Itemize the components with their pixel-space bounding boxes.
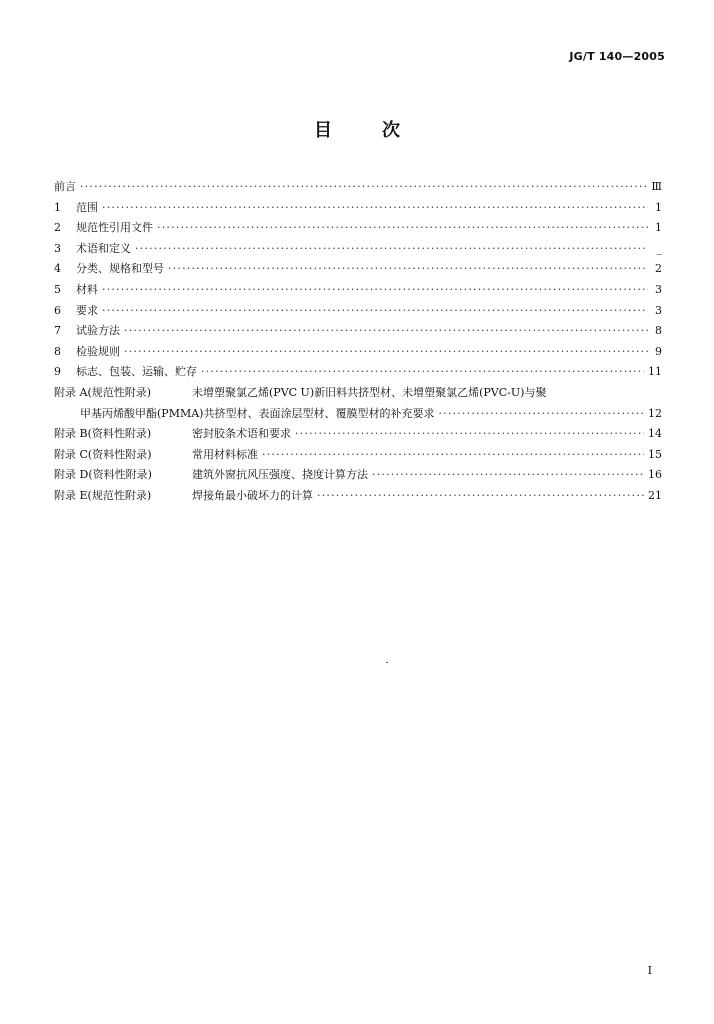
toc-appendix-entry[interactable] [54,487,662,508]
appendix-label: 附录 D(资料性附录) [54,468,152,482]
toc-entry-number: 8 [54,344,61,358]
toc-page-number: 1 [655,200,662,214]
toc-entry-label: 前言 [54,180,76,193]
toc-entry[interactable] [54,240,662,261]
dot-leader [157,221,648,234]
toc-entry[interactable] [54,178,662,199]
toc-entry-label: 材料 [76,282,98,296]
title-char-2: 次 [382,120,400,141]
toc-entry[interactable] [54,343,662,364]
appendix-title: 焊接角最小破坏力的计算 [192,488,313,502]
toc-entry-number: 5 [54,282,61,296]
toc-entry[interactable] [54,219,662,240]
toc-entry[interactable] [54,260,662,281]
dot-leader [124,324,648,337]
toc-entry-number: 9 [54,365,61,379]
standard-code: JG/T 140—2005 [569,50,665,63]
toc-entry-label: 规范性引用文件 [76,221,153,235]
appendix-label: 附录 B(资料性附录) [54,427,152,441]
toc-page-number: 3 [655,303,662,317]
toc-entry-number: 1 [54,200,61,214]
toc-entry-label: 试验方法 [76,324,120,338]
toc-page-number: 15 [648,447,662,461]
toc-page-number: Ⅲ [651,180,662,193]
toc-entry-number: 3 [54,241,61,255]
page-title [0,116,714,142]
toc-page-number: 21 [648,488,662,502]
toc-entry[interactable] [54,199,662,220]
toc-entry-number: 2 [54,221,61,235]
scan-speck [386,662,388,663]
toc-appendix-entry[interactable] [54,425,662,446]
toc-entry[interactable] [54,322,662,343]
appendix-label: 附录 C(资料性附录) [54,447,152,461]
toc-entry[interactable] [54,363,662,384]
toc-entry[interactable] [54,302,662,323]
toc-appendix-entry-continued[interactable] [54,405,662,426]
dot-leader [372,468,644,481]
toc-entry-label: 术语和定义 [76,241,131,255]
toc-page-number: 14 [648,427,662,441]
dot-leader [438,407,644,420]
appendix-label: 附录 E(规范性附录) [54,488,152,502]
dot-leader [262,448,644,461]
toc-page-number: _ [656,241,662,255]
toc-page-number: 12 [648,406,662,420]
toc-page-number: 3 [655,282,662,296]
appendix-title-line-2: 甲基丙烯酸甲酯(PMMA)共挤型材、表面涂层型材、覆膜型材的补充要求 [80,406,435,420]
dot-leader [102,283,648,296]
dot-leader [124,345,648,358]
appendix-label: 附录 A(规范性附录) [54,385,152,399]
appendix-title: 常用材料标准 [192,447,258,461]
dot-leader [201,365,644,378]
toc-appendix-entry[interactable] [54,384,662,405]
toc-page-number: 2 [655,262,662,276]
dot-leader [135,242,648,255]
dot-leader [80,180,647,193]
dot-leader [102,304,648,317]
toc-appendix-entry[interactable] [54,466,662,487]
toc-page-number: 9 [655,344,662,358]
appendix-title: 密封胶条术语和要求 [192,427,291,441]
dot-leader [295,427,644,440]
dot-leader [168,262,648,275]
table-of-contents [54,178,662,508]
toc-page-number: 8 [655,324,662,338]
toc-entry-label: 标志、包装、运输、贮存 [76,365,197,379]
toc-page-number: 1 [655,221,662,235]
toc-appendix-entry[interactable] [54,446,662,467]
dot-leader [317,489,644,502]
toc-entry[interactable] [54,281,662,302]
appendix-title: 建筑外窗抗风压强度、挠度计算方法 [192,468,368,482]
page-folio: I [647,964,652,977]
appendix-title-line-1: 未增塑聚氯乙烯(PVC U)新旧料共挤型材、未增塑聚氯乙烯(PVC-U)与聚 [192,385,547,399]
toc-entry-label: 分类、规格和型号 [76,262,164,276]
dot-leader [102,201,648,214]
toc-entry-number: 7 [54,324,61,338]
toc-entry-label: 检验规则 [76,344,120,358]
toc-entry-number: 4 [54,262,61,276]
toc-entry-label: 要求 [76,303,98,317]
toc-entry-label: 范围 [76,200,98,214]
title-char-1: 目 [314,120,332,141]
toc-page-number: 11 [648,365,662,379]
toc-entry-number: 6 [54,303,61,317]
toc-page-number: 16 [648,468,662,482]
